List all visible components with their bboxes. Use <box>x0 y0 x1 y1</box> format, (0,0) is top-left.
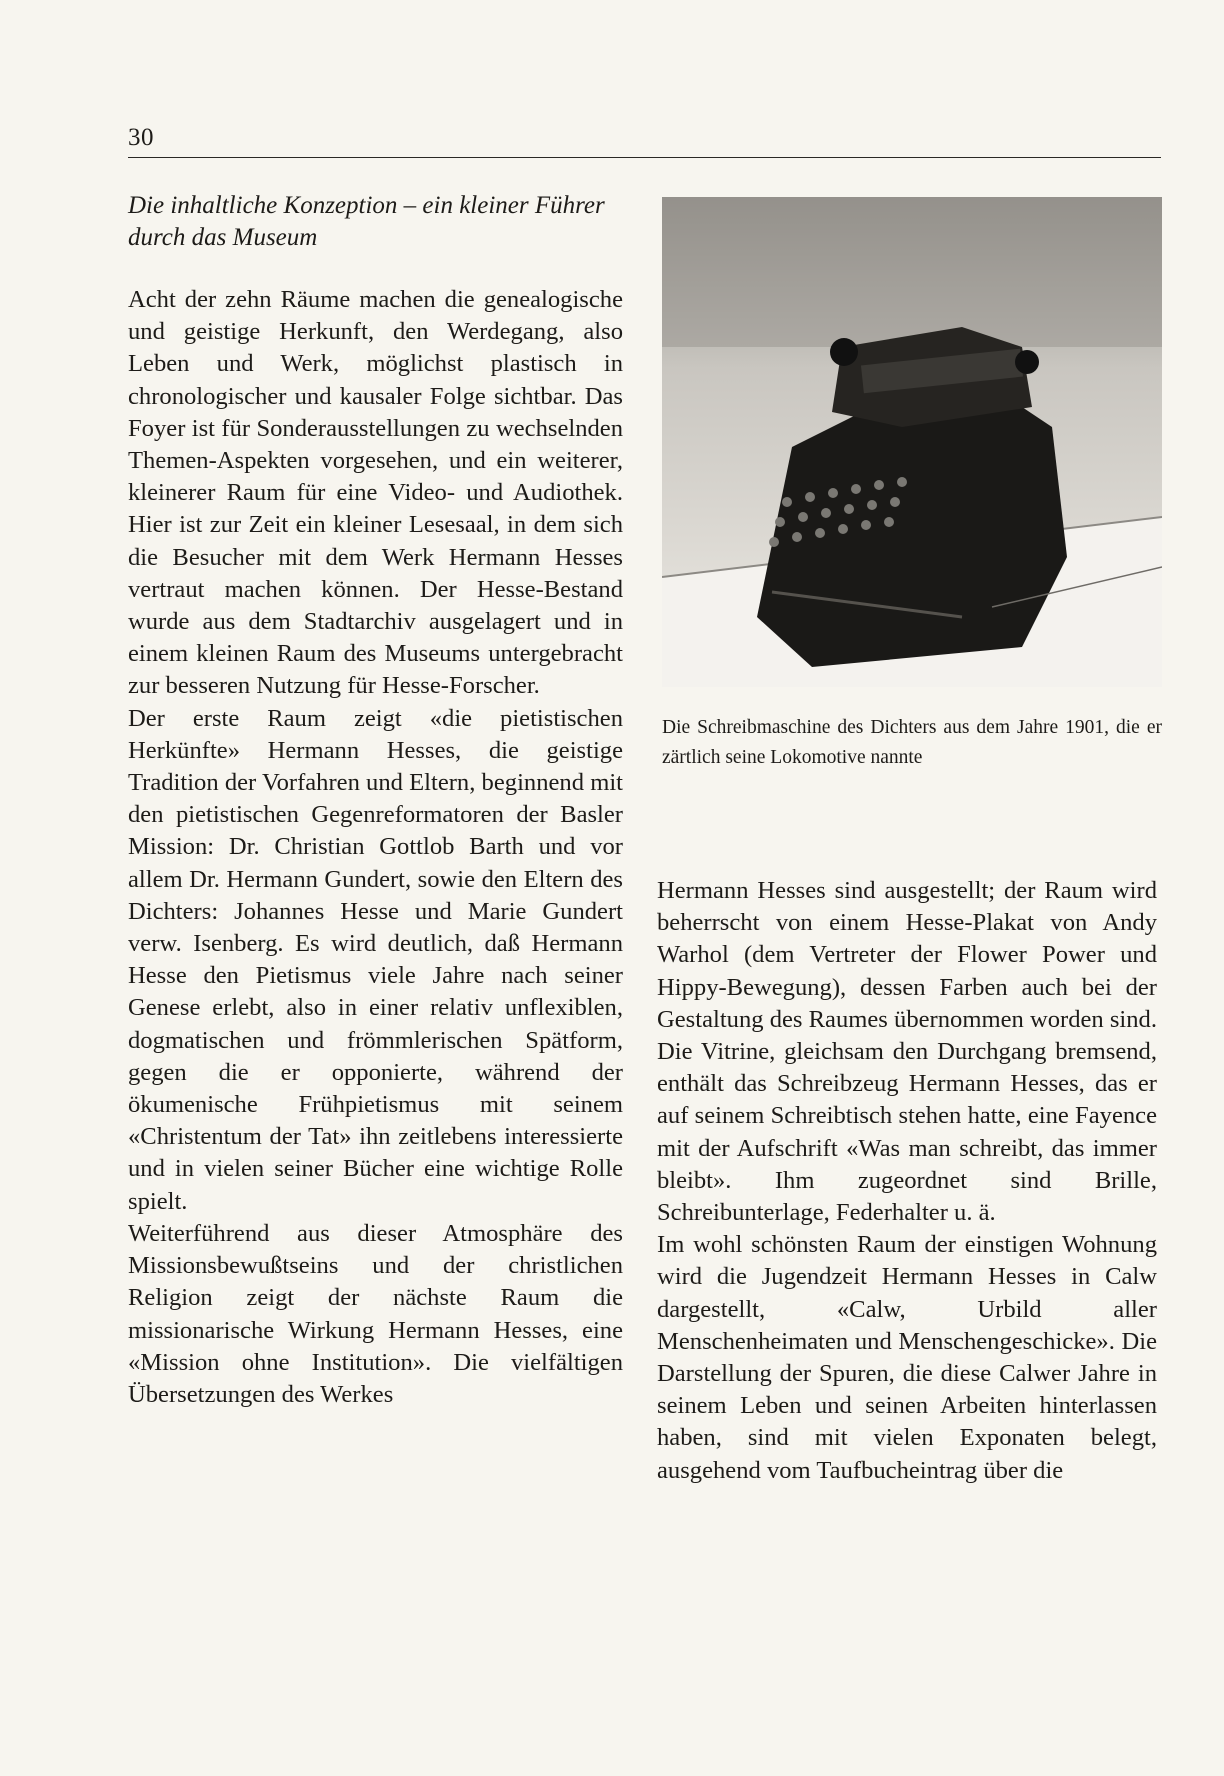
typewriter-photo <box>662 197 1162 687</box>
left-column <box>128 190 623 1411</box>
section-heading: Die inhaltliche Konzeption – ein kleiner Führer durch das Museum <box>128 192 605 251</box>
figure-caption: Die Schreibmaschine des Dichters aus dem Jahre 1901, die er zärtlich seine Lokomotive nannte <box>662 717 1162 768</box>
paragraph: Acht der zehn Räume machen die genealogische und geistige Herkunft, den Werdegang, also Leben und Werk, möglichst plastisch in chronologischer und kausaler Folge sichtbar. Das Foyer ist für Sonderausstellungen zu wechselnden Themen-Aspekten vorgesehen, und ein weiterer, kleinerer Raum für eine Video- und Audiothek. Hier ist zur Zeit ein kleiner Lesesaal, in dem sich die Besucher mit dem Werk Hermann Hesses vertraut machen können. Der Hesse-Bestand wurde aus dem Stadtarchiv ausgelagert und in einem kleinen Raum des Museums untergebracht zur besseren Nutzung für Hesse-Forscher. <box>128 286 623 700</box>
paragraph: Hermann Hesses sind ausgestellt; der Raum wird beherrscht von einem Hesse-Plakat von Andy Warhol (dem Vertreter der Flower Power und Hippy-Bewegung), dessen Farben auch bei der Gestaltung des Raumes übernommen worden sind. Die Vitrine, gleichsam den Durchgang bremsend, enthält das Schreibzeug Hermann Hesses, das er auf seinem Schreibtisch stehen hatte, eine Fayence mit der Aufschrift «Was man schreibt, das immer bleibt». Ihm zugeordnet sind Brille, Schreibunterlage, Federhalter u. ä. <box>657 877 1157 1227</box>
right-column <box>657 875 1157 1487</box>
paragraph: Der erste Raum zeigt «die pietistischen Herkünfte» Hermann Hesses, die geistige Tradition der Vorfahren und Eltern, beginnend mit den pietistischen Gegenreformatoren der Basler Mission: Dr. Christian Gottlob Barth und vor allem Dr. Hermann Gundert, sowie den Eltern des Dichters: Johannes Hesse und Marie Gundert verw. Isenberg. Es wird deutlich, daß Hermann Hesse den Pietismus viele Jahre nach seiner Genese erlebt, also in einer relativ unflexiblen, dogmatischen und frömmlerischen Spätform, gegen die er opponierte, während der ökumenische Frühpietismus mit seinem «Christentum der Tat» ihn zeitlebens interessierte und in vielen seiner Bücher eine wichtige Rolle spielt. <box>128 704 623 1215</box>
paragraph: Weiterführend aus dieser Atmosphäre des Missionsbewußtseins und der christlichen Religion zeigt der nächste Raum die missionarische Wirkung Hermann Hesses, eine «Mission ohne Institution». Die vielfältigen Übersetzungen des Werkes <box>128 1219 623 1408</box>
page-number: 30 <box>128 124 154 151</box>
paragraph: Im wohl schönsten Raum der einstigen Wohnung wird die Jugendzeit Hermann Hesses in Calw dargestellt, «Calw, Urbild aller Menschenheimaten und Menschengeschicke». Die Darstellung der Spuren, die diese Calwer Jahre in seinem Leben und seinen Arbeiten hinterlassen haben, sind mit vielen Exponaten belegt, ausgehend vom Taufbucheintrag über die <box>657 1231 1157 1484</box>
header-rule <box>128 157 1161 158</box>
typewriter-photo-illustration <box>662 197 1162 687</box>
